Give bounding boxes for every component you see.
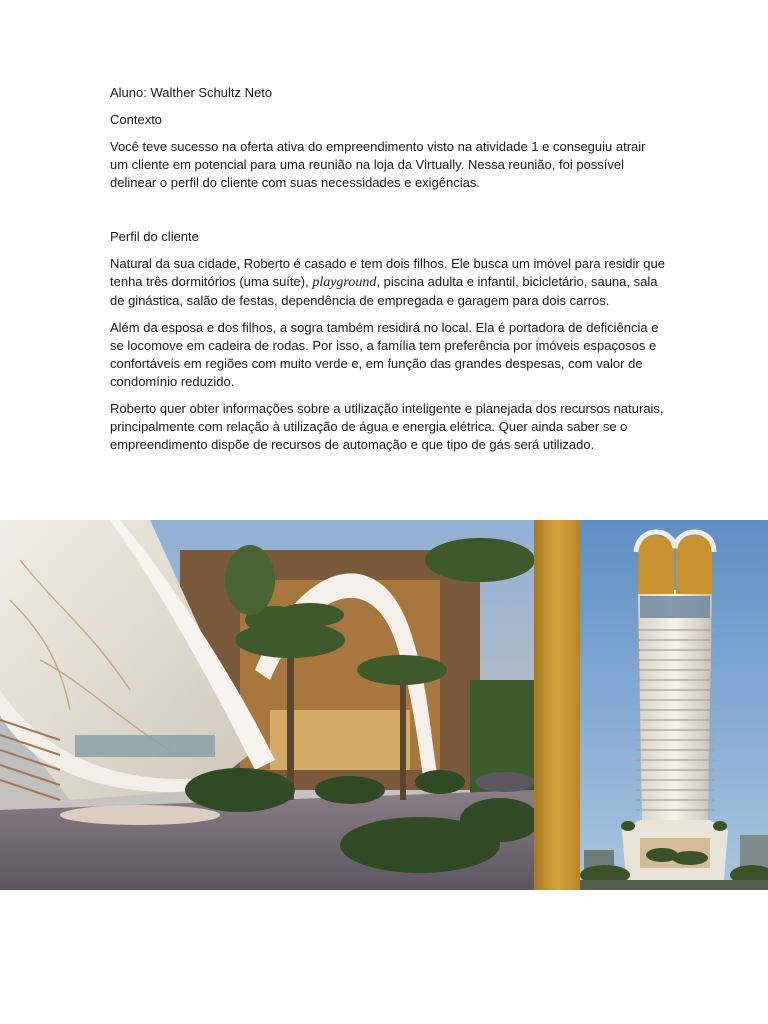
context-heading: Contexto (110, 112, 163, 127)
profile-paragraph-2: Além da esposa e dos filhos, a sogra também residirá no local. Ela é portadora de deficiência e se locomove em cadeira de rodas. Por isso, a família tem preferência por imóveis espaçosos e confortáveis em regiões com muito verde e, em função das grandes despesas, com valor de condomínio reduzido. (110, 320, 659, 389)
profile-paragraph-3: Roberto quer obter informações sobre a utilização inteligente e planejada dos recursos naturais, principalmente com relação à utilização de água e energia elétrica. Quer ainda saber se o empreendimento dispõe de recursos de automação e que tipo de gás será utilizado. (110, 401, 664, 452)
entrance-render (0, 520, 540, 890)
profile-heading: Perfil do cliente (110, 229, 199, 244)
profile-p1-italic: playground (312, 275, 377, 290)
context-paragraph: Você teve sucesso na oferta ativa do empreendimento visto na atividade 1 e conseguiu atrair um cliente em potencial para uma reunião na loja da Virtually. Nessa reunião, foi possível delinear o perfil do cliente com suas necessidades e exigências. (110, 139, 646, 190)
profile-p1-end: , piscina adulta e infantil, bicicletário, sauna, sala de ginástica, salão de festas, dependência de empregada e garagem para dois carros. (110, 274, 658, 308)
gold-panel (534, 520, 580, 890)
building-images-illustration (0, 520, 768, 890)
tower-render (580, 520, 768, 890)
student-name: Aluno: Walther Schultz Neto (110, 85, 273, 100)
document-body (110, 84, 666, 454)
profile-p1-start: Natural da sua cidade, Roberto é casado e tem dois filhos. Ele busca um imóvel para residir que tenha três dormitórios (uma suíte), (110, 256, 665, 289)
building-images (0, 520, 768, 890)
profile-paragraph-1 (110, 255, 666, 310)
